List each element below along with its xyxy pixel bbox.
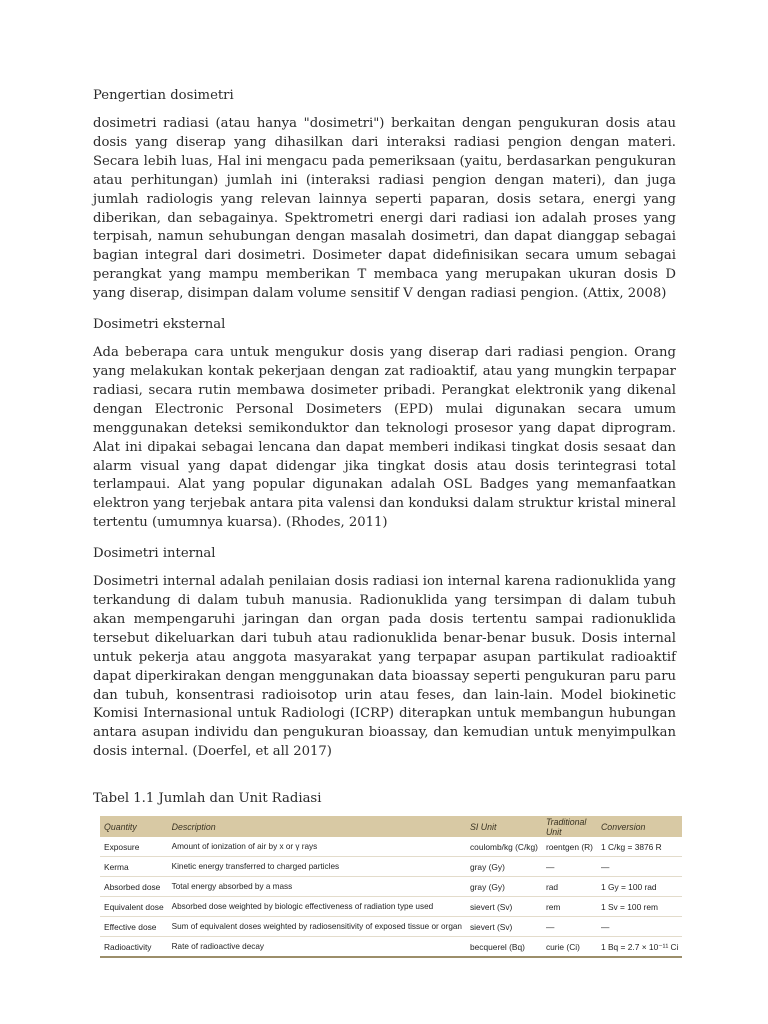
table-row: [100, 877, 682, 897]
table-cell: sievert (Sv): [466, 917, 542, 937]
table-cell: rem: [542, 897, 597, 917]
table-cell: coulomb/kg (C/kg): [466, 837, 542, 857]
table-cell: gray (Gy): [466, 857, 542, 877]
column-header: SI Unit: [469, 821, 497, 832]
section-paragraph: Dosimetri internal adalah penilaian dosis radiasi ion internal karena radionuklida yang terkandung di dalam tubuh manusia. Radionuklida yang tersimpan di dalam tubuh akan mempengaruhi jaringan dan organ pada dosis tertentu sampai radionuklida tersebut dikeluarkan dari tubuh atau radionuklida benar-benar busuk. Dosis internal untuk pekerja atau anggota masyarakat yang terpapar asupan partikulat radioaktif dapat diperkirakan dengan menggunakan data bioassay seperti pengukuran paru paru dan tubuh, konsentrasi radioisotop urin atau feses, dan lain-lain. Model biokinetic Komisi Internasional untuk Radiologi (ICRP) diterapkan untuk membangun hubungan antara asupan individu dan pengukuran bioassay, dan kemudian untuk menyimpulkan dosis internal. (Doerfel, et all 2017): [93, 574, 676, 760]
table-cell: 1 C/kg = 3876 R: [597, 837, 683, 857]
section-heading: Dosimetri eksternal: [93, 317, 226, 333]
section-dosimetri-internal: [93, 544, 676, 762]
table-cell: Total energy absorbed by a mass: [168, 877, 466, 897]
table-cell: Absorbed dose: [100, 877, 168, 897]
table-row: [100, 917, 682, 937]
table-cell: becquerel (Bq): [466, 937, 542, 958]
table-header-row: [100, 816, 682, 837]
table-row: [100, 857, 682, 877]
table-row: [100, 937, 682, 958]
table-cell: sievert (Sv): [466, 897, 542, 917]
table-cell: gray (Gy): [466, 877, 542, 897]
section-heading: Pengertian dosimetri: [93, 88, 234, 103]
table-cell: Kinetic energy transferred to charged particles: [168, 857, 466, 877]
table-cell: —: [597, 857, 683, 877]
table-caption: Tabel 1.1 Jumlah dan Unit Radiasi: [93, 791, 322, 807]
column-header: Traditional Unit: [545, 816, 587, 837]
table-cell: Exposure: [100, 837, 168, 857]
table-row: [100, 837, 682, 857]
section-paragraph: dosimetri radiasi (atau hanya "dosimetri") berkaitan dengan pengukuran dosis atau dosis yang diserap yang dihasilkan dari interaksi radiasi pengion dengan materi. Secara lebih luas, Hal ini mengacu pada pemeriksaan (yaitu, berdasarkan pengukuran atau perhitungan) jumlah ini (interaksi radiasi pengion dengan materi), dan juga jumlah radiologis yang relevan lainnya seperti paparan, dosis setara, energi yang diberikan, dan sebagainya. Spektrometri energi dari radiasi ion adalah proses yang terpisah, namun sehubungan dengan masalah dosimetri, dan dapat dianggap sebagai bagian integral dari dosimetri. Dosimeter dapat didefinisikan secara umum sebagai perangkat yang mampu memberikan T membaca yang merupakan ukuran dosis D yang diserap, disimpan dalam volume sensitif V dengan radiasi pengion. (Attix, 2008): [93, 116, 676, 302]
table-cell: —: [542, 857, 597, 877]
column-header: Quantity: [104, 821, 137, 832]
radiation-units-table: [100, 816, 682, 958]
table-cell: Radioactivity: [100, 937, 168, 958]
table-cell: Equivalent dose: [100, 897, 168, 917]
table-cell: rad: [542, 877, 597, 897]
section-heading: Dosimetri internal: [93, 546, 216, 562]
table-cell: 1 Sv = 100 rem: [597, 897, 683, 917]
table-cell: —: [597, 917, 683, 937]
table-cell: Kerma: [100, 857, 168, 877]
table-cell: roentgen (R): [542, 837, 597, 857]
section-paragraph: Ada beberapa cara untuk mengukur dosis yang diserap dari radiasi pengion. Orang yang melakukan kontak pekerjaan dengan zat radioaktif, atau yang mungkin terpapar radiasi, secara rutin membawa dosimeter pribadi. Perangkat elektronik yang dikenal dengan Electronic Personal Dosimeters (EPD) mulai digunakan secara umum menggunakan deteksi semikonduktor dan teknologi prosesor yang dapat diprogram. Alat ini dipakai sebagai lencana dan dapat memberi indikasi tingkat dosis sesaat dan alarm visual yang dapat didengar jika tingkat dosis atau dosis terintegrasi total terlampaui. Alat yang popular digunakan adalah OSL Badges yang memanfaatkan elektron yang terjebak antara pita valensi dan konduksi dalam struktur kristal mineral tertentu (umumnya kuarsa). (Rhodes, 2011): [93, 345, 676, 531]
section-dosimetri-eksternal: [93, 315, 676, 533]
table-row: [100, 897, 682, 917]
column-header: Description: [171, 821, 216, 832]
table-cell: curie (Ci): [542, 937, 597, 958]
table-cell: Sum of equivalent doses weighted by radiosensitivity of exposed tissue or organ: [168, 917, 466, 937]
table-cell: Amount of ionization of air by x or γ rays: [168, 837, 466, 857]
document-page: [93, 86, 679, 958]
table-cell: Absorbed dose weighted by biologic effectiveness of radiation type used: [168, 897, 466, 917]
table-cell: Rate of radioactive decay: [168, 937, 466, 958]
table-cell: Effective dose: [100, 917, 168, 937]
column-header: Conversion: [600, 821, 646, 832]
table-cell: —: [542, 917, 597, 937]
table-cell: 1 Gy = 100 rad: [597, 877, 683, 897]
section-pengertian-dosimetri: [93, 86, 676, 304]
table-cell: 1 Bq = 2.7 × 10⁻¹¹ Ci: [597, 937, 683, 958]
